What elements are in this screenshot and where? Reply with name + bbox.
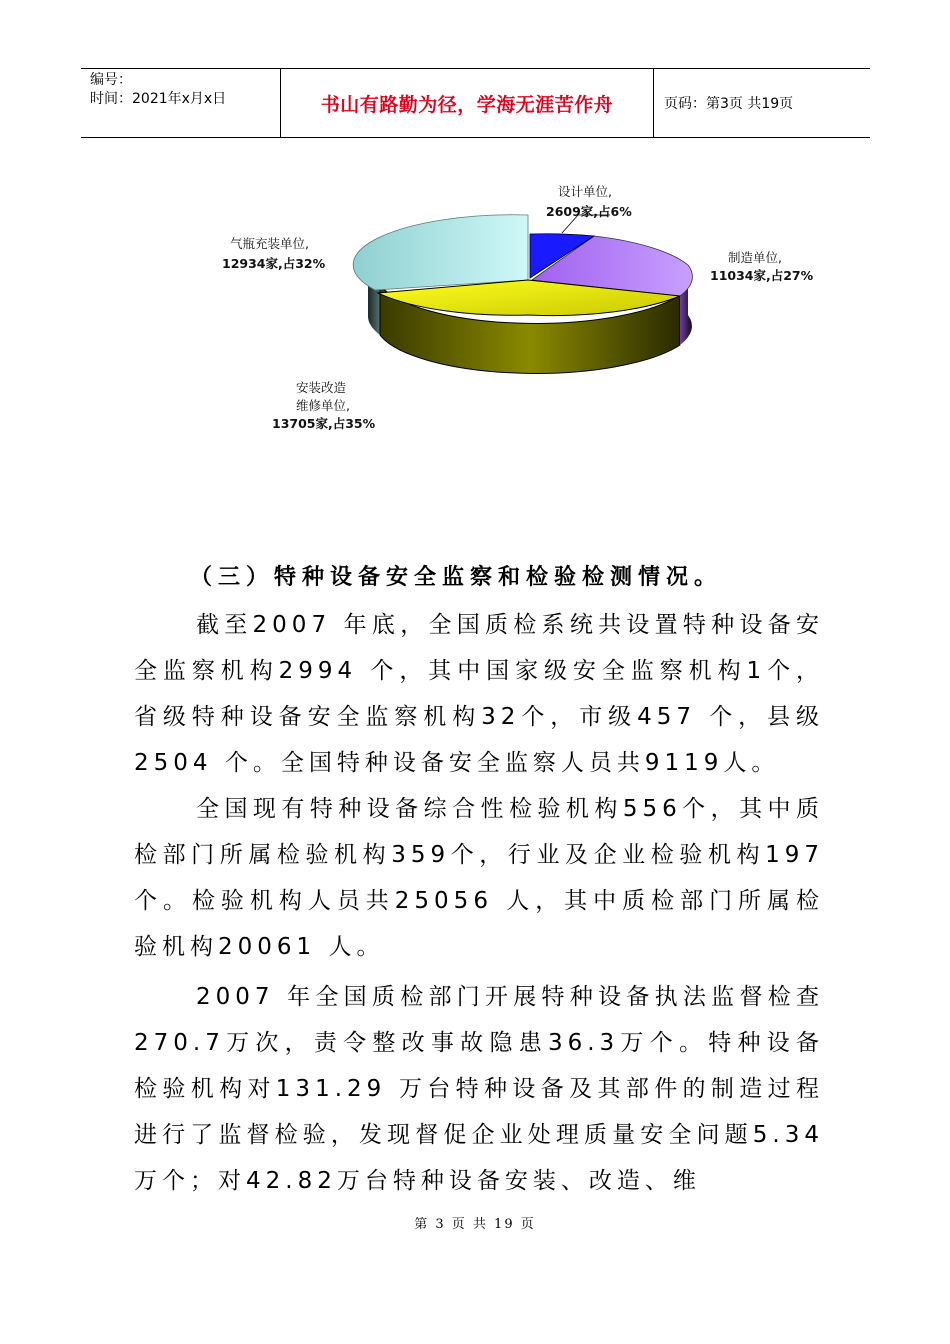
header-motto: 书山有路勤为径，学海无涯苦作舟 — [281, 69, 654, 137]
label-design-count: 2609家,占6% — [546, 204, 632, 219]
label-install-name-2: 维修单位, — [296, 398, 350, 413]
time-label: 时间：2021年x月x日 — [90, 91, 227, 107]
page-footer: 第 3 页 共 19 页 — [414, 1217, 536, 1232]
label-cylinder-count: 12934家,占32% — [222, 256, 326, 271]
label-design-name: 设计单位, — [558, 184, 612, 199]
header-meta — [81, 69, 281, 137]
header-table — [81, 68, 870, 138]
section-heading: （三）特种设备安全监察和检验检测情况。 — [190, 565, 723, 590]
paragraph-1: 截至2007 年底，全国质检系统共设置特种设备安全监察机构2994 个，其中国家级安全监察机构1个，省级特种设备安全监察机构32个，市级457 个，县级2504 个。全国特种设备安全监察人员共9119人。 — [134, 612, 824, 776]
paragraph-3: 2007 年全国质检部门开展特种设备执法监督检查270.7万次，责令整改事故隐患36.3万个。特种设备检验机构对131.29 万台特种设备及其部件的制造过程进行了监督检验，发现督促企业处理质量安全问题5.34 万个；对42.82万台特种设备安装、改造、维 — [134, 984, 824, 1194]
label-manufacture-count: 11034家,占27% — [710, 268, 814, 283]
pie-slice-cyan — [353, 215, 528, 290]
label-manufacture-name: 制造单位, — [728, 250, 782, 265]
label-install-name-1: 安装改造 — [296, 380, 347, 395]
pie-chart — [210, 170, 850, 450]
paragraph-2: 全国现有特种设备综合性检验机构556个，其中质检部门所属检验机构359个，行业及企业检验机构197个。检验机构人员共25056 人，其中质检部门所属检验机构20061 人。 — [134, 796, 824, 960]
label-cylinder-name: 气瓶充装单位, — [230, 236, 309, 251]
header-page-info: 页码：第3页 共19页 — [664, 96, 794, 112]
serial-label: 编号： — [90, 72, 132, 88]
label-install-count: 13705家,占35% — [272, 416, 376, 431]
